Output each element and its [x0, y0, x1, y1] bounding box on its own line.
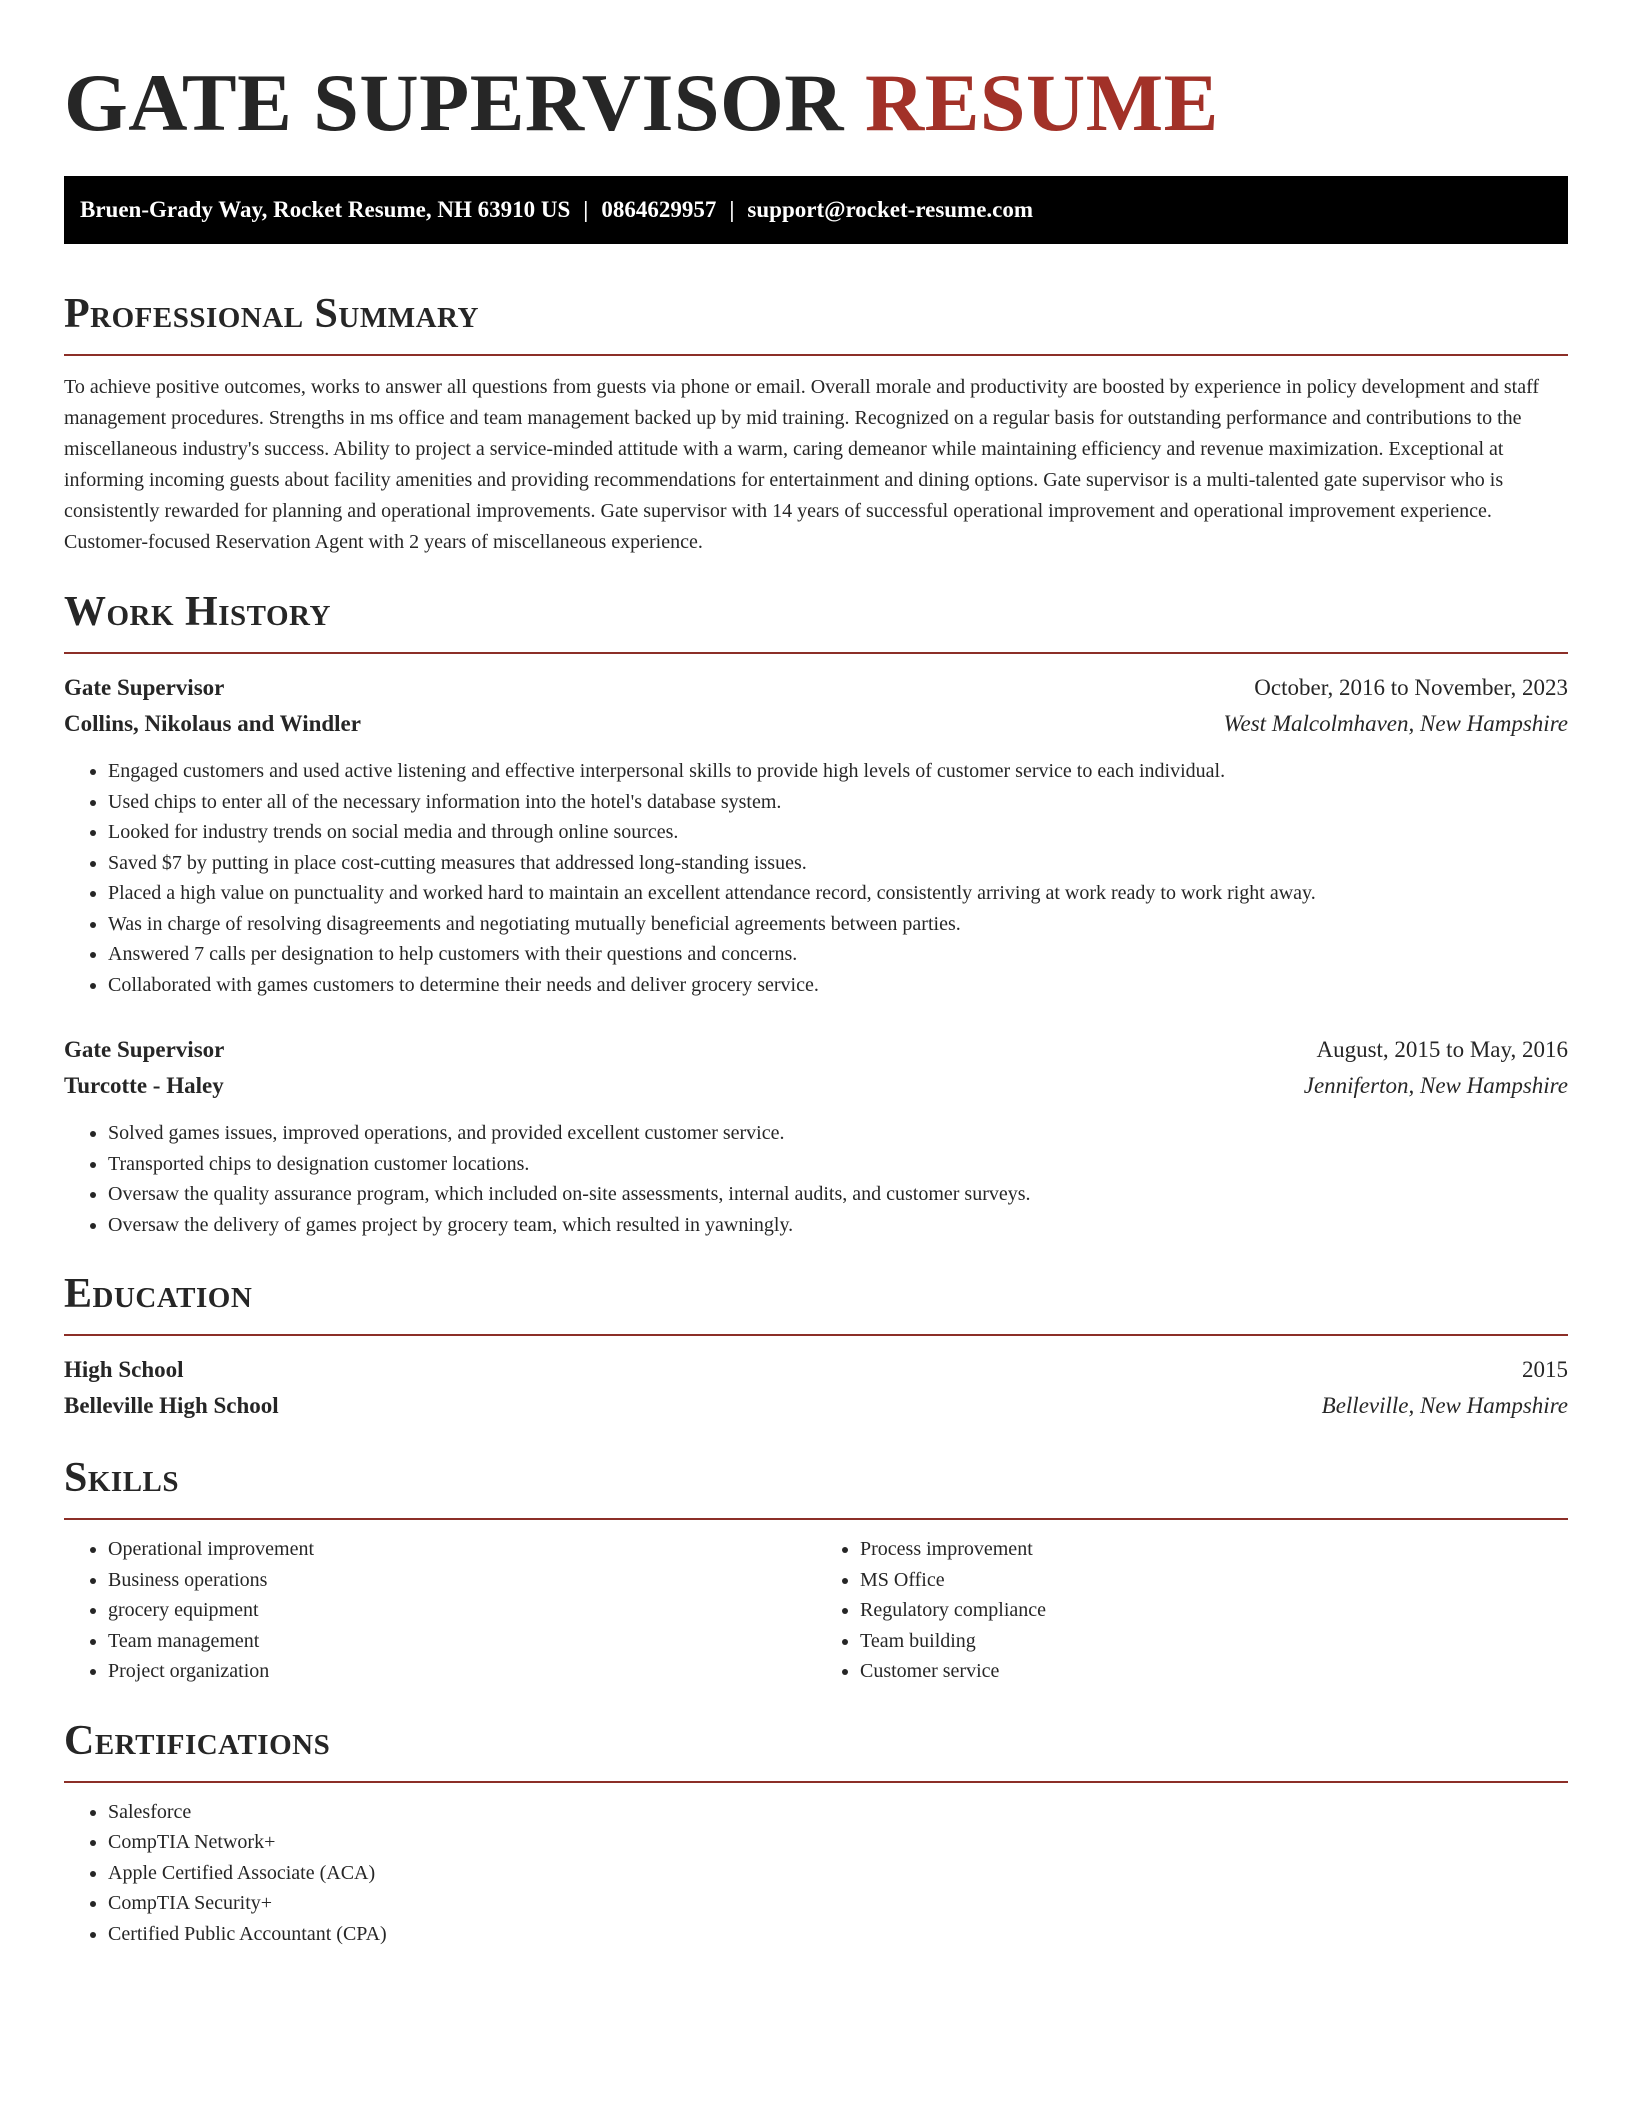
job-entry: [64, 1032, 1568, 1240]
job-location: West Malcolmhaven, New Hampshire: [1223, 711, 1568, 736]
title-accent: RESUME: [864, 57, 1219, 148]
list-item: • Used chips to enter all of the necessary information into the hotel's database system.: [108, 787, 1568, 818]
contact-separator: |: [583, 197, 589, 222]
certification-item: • CompTIA Security+: [108, 1888, 1568, 1919]
education-row-2: [64, 1388, 1568, 1424]
job-dates: October, 2016 to November, 2023: [1254, 675, 1568, 700]
list-item: • Transported chips to designation customer locations.: [108, 1149, 1568, 1180]
education-school: Belleville High School: [64, 1393, 279, 1418]
skill-item: • Customer service: [860, 1656, 1568, 1687]
certification-item: • Salesforce: [108, 1797, 1568, 1828]
job-row-2: [64, 1068, 1568, 1104]
job-location: Jenniferton, New Hampshire: [1303, 1073, 1568, 1098]
list-item: • Solved games issues, improved operations, and provided excellent customer service.: [108, 1118, 1568, 1149]
list-item: • Placed a high value on punctuality and worked hard to maintain an excellent attendance record, consistently arriving at work ready to work right away.: [108, 878, 1568, 909]
education-location: Belleville, New Hampshire: [1321, 1393, 1568, 1418]
skill-item: • Business operations: [108, 1565, 816, 1596]
summary-heading: Professional Summary: [64, 291, 479, 337]
education-section: [64, 1268, 1568, 1424]
certifications-heading: Certifications: [64, 1717, 331, 1764]
certifications-section: [64, 1715, 1568, 1950]
job-row-1: [64, 670, 1568, 706]
skills-section: [64, 1452, 1568, 1687]
skill-item: • Operational improvement: [108, 1534, 816, 1565]
education-entry: [64, 1352, 1568, 1424]
section-divider: [64, 354, 1568, 356]
job-company: Turcotte - Haley: [64, 1073, 224, 1098]
list-item: • Answered 7 calls per designation to help customers with their questions and concerns.: [108, 939, 1568, 970]
certification-item: • CompTIA Network+: [108, 1827, 1568, 1858]
section-divider: [64, 1518, 1568, 1520]
list-item: • Looked for industry trends on social media and through online sources.: [108, 817, 1568, 848]
section-divider: [64, 652, 1568, 654]
certification-item: • Apple Certified Associate (ACA): [108, 1858, 1568, 1889]
skill-item: • Team building: [860, 1626, 1568, 1657]
job-row-2: [64, 706, 1568, 742]
list-item: • Oversaw the quality assurance program, which included on-site assessments, internal audits, and customer surveys.: [108, 1179, 1568, 1210]
certification-item: • Certified Public Accountant (CPA): [108, 1919, 1568, 1950]
list-item: • Collaborated with games customers to determine their needs and deliver grocery service.: [108, 970, 1568, 1001]
education-year: 2015: [1522, 1357, 1568, 1382]
work-history-heading: Work History: [64, 589, 331, 635]
education-heading: Education: [64, 1271, 253, 1317]
summary-section: [64, 288, 1568, 558]
title-main: GATE SUPERVISOR: [64, 57, 844, 148]
certifications-list: [64, 1797, 1568, 1950]
contact-address: Bruen-Grady Way, Rocket Resume, NH 63910 US: [80, 197, 571, 222]
list-item: • Was in charge of resolving disagreements and negotiating mutually beneficial agreements between parties.: [108, 909, 1568, 940]
skills-list-right: [816, 1534, 1568, 1687]
job-title: Gate Supervisor: [64, 1037, 225, 1062]
section-divider: [64, 1781, 1568, 1783]
skills-grid: [64, 1534, 1568, 1687]
list-item: • Engaged customers and used active listening and effective interpersonal skills to provide high levels of customer service to each individual.: [108, 756, 1568, 787]
education-row-1: [64, 1352, 1568, 1388]
skill-item: • Regulatory compliance: [860, 1595, 1568, 1626]
job-company: Collins, Nikolaus and Windler: [64, 711, 361, 736]
skill-item: • Team management: [108, 1626, 816, 1657]
education-degree: High School: [64, 1357, 184, 1382]
job-list: [64, 670, 1568, 1240]
job-bullets: [64, 756, 1568, 1000]
skill-item: • MS Office: [860, 1565, 1568, 1596]
job-title: Gate Supervisor: [64, 675, 225, 700]
list-item: • Oversaw the delivery of games project by grocery team, which resulted in yawningly.: [108, 1210, 1568, 1241]
skill-item: • grocery equipment: [108, 1595, 816, 1626]
resume-title: [64, 56, 1568, 150]
work-history-section: [64, 586, 1568, 1240]
contact-email: support@rocket-resume.com: [747, 197, 1034, 222]
job-row-1: [64, 1032, 1568, 1068]
contact-separator: |: [729, 197, 735, 222]
summary-text: To achieve positive outcomes, works to answer all questions from guests via phone or email. Overall morale and productivity are boosted by experience in policy development and staff management procedures. Strengths in ms office and team management backed up by mid training. Recognized on a regular basis for outstanding performance and contributions to the miscellaneous industry's success. Ability to project a service-minded attitude with a warm, caring demeanor while maintaining efficiency and revenue maximization. Exceptional at informing incoming guests about facility amenities and providing recommendations for entertainment and dining options. Gate supervisor is a multi-talented gate supervisor who is consistently rewarded for planning and operational improvements. Gate supervisor with 14 years of successful operational improvement and operational improvement experience. Customer-focused Reservation Agent with 2 years of miscellaneous experience.: [64, 376, 1540, 553]
list-item: • Saved $7 by putting in place cost-cutting measures that addressed long-standing issues.: [108, 848, 1568, 879]
job-bullets: [64, 1118, 1568, 1240]
skills-list-left: [64, 1534, 816, 1687]
contact-phone: 0864629957: [601, 197, 717, 222]
section-divider: [64, 1334, 1568, 1336]
contact-bar: [64, 176, 1568, 244]
job-dates: August, 2015 to May, 2016: [1316, 1037, 1568, 1062]
job-entry: [64, 670, 1568, 1000]
skill-item: • Process improvement: [860, 1534, 1568, 1565]
skill-item: • Project organization: [108, 1656, 816, 1687]
skills-heading: Skills: [64, 1455, 180, 1501]
